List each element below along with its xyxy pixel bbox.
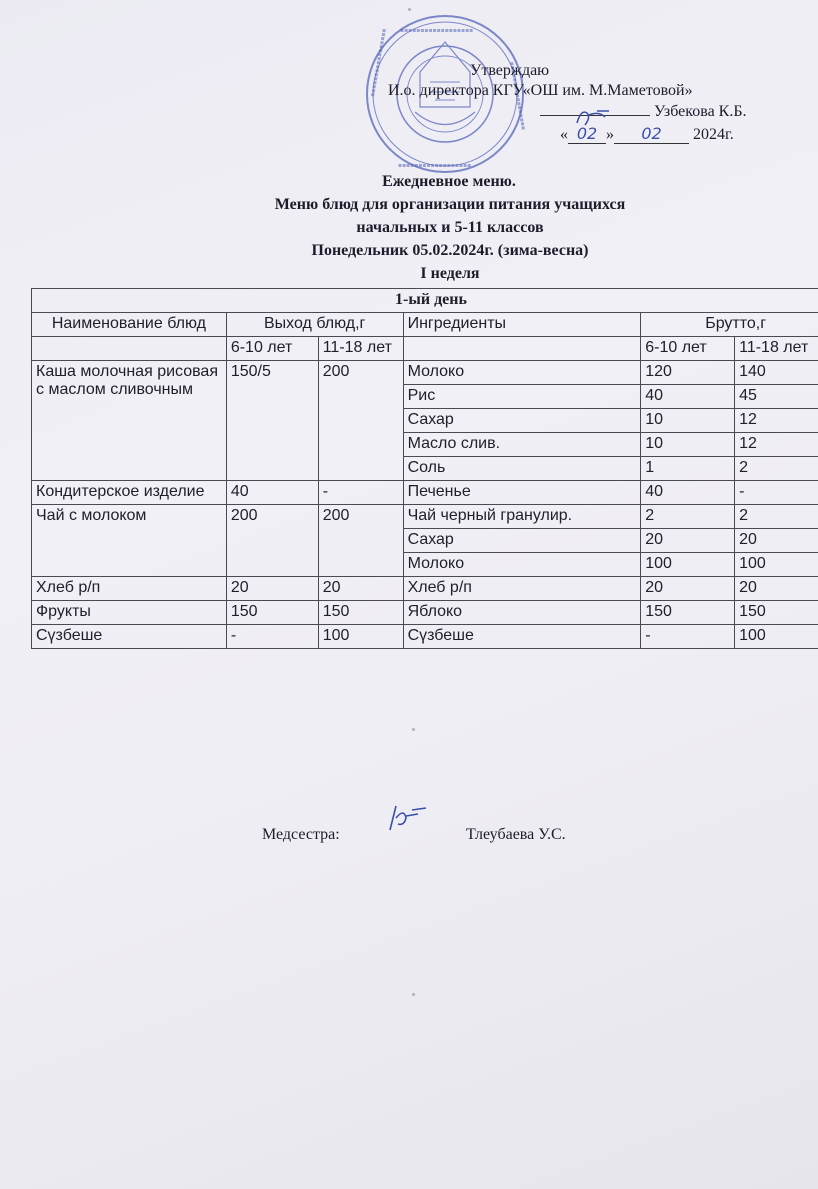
day-header-row [32,289,818,313]
ingredient-name: Рис [403,385,641,409]
ingredient-name: Молоко [403,361,641,385]
table-row [32,601,818,625]
gross-6-10: 100 [641,553,735,577]
dish-yield: 100 [318,625,403,649]
gross-6-10: 20 [641,529,735,553]
gross-11-18: 12 [735,433,818,457]
gross-11-18: 100 [735,625,818,649]
title-date: Понедельник 05.02.2024г. (зима-весна) [311,242,589,259]
dish-yield: - [226,625,318,649]
dish-name: Чай с молоком [32,505,227,577]
gross-6-10: 40 [641,481,735,505]
day-label: 1-ый день [32,289,818,313]
dish-name: Сүзбеше [32,625,227,649]
dish-name: Каша молочная рисовая с маслом сливочным [32,361,227,481]
gross-11-18: 45 [735,385,818,409]
nurse-name: Тлеубаева У.С. [466,826,566,843]
column-header-row [32,313,818,337]
dish-name: Фрукты [32,601,227,625]
approval-position: И.о. директора КГУ«ОШ им. М.Маметовой» [388,82,693,99]
gross-6-10: 150 [641,601,735,625]
gross-11-18: - [735,481,818,505]
header-gross: Брутто,г [641,313,818,337]
gross-11-18: 2 [735,505,818,529]
paper-speck [412,993,415,996]
nurse-role-label: Медсестра: [262,826,340,843]
date-year: 2024г. [693,126,734,143]
subheader-yield-11-18: 11-18 лет [318,337,403,361]
gross-6-10: 2 [641,505,735,529]
dish-yield: 150 [226,601,318,625]
header-yield: Выход блюд,г [226,313,403,337]
table-row [32,577,818,601]
subheader-gross-11-18: 11-18 лет [735,337,818,361]
gross-6-10: 10 [641,409,735,433]
ingredient-name: Соль [403,457,641,481]
dish-name: Кондитерское изделие [32,481,227,505]
subheader-yield-6-10: 6-10 лет [226,337,318,361]
ingredient-name: Сүзбеше [403,625,641,649]
ingredient-name: Чай черный гранулир. [403,505,641,529]
gross-6-10: 40 [641,385,735,409]
dish-yield: 20 [226,577,318,601]
gross-6-10: 1 [641,457,735,481]
dish-yield: 150/5 [226,361,318,481]
subheader-row [32,337,818,361]
ingredient-name: Хлеб р/п [403,577,641,601]
gross-11-18: 150 [735,601,818,625]
title-classes: начальных и 5-11 классов [356,219,544,236]
svg-text:▪▪▪▪▪▪▪▪▪▪▪▪▪▪▪▪▪▪: ▪▪▪▪▪▪▪▪▪▪▪▪▪▪▪▪▪▪ [400,27,474,34]
approval-signer-name: Узбекова К.Б. [654,103,747,120]
header-ingredients: Ингредиенты [403,313,641,337]
header-dish-name: Наименование блюд [32,313,227,337]
table-row [32,505,818,529]
gross-11-18: 12 [735,409,818,433]
ingredient-name: Масло слив. [403,433,641,457]
dish-yield: - [318,481,403,505]
signature-line [540,115,650,116]
gross-6-10: 10 [641,433,735,457]
nurse-signature-mark [378,800,434,836]
approval-heading: Утверждаю [470,62,550,79]
dish-yield: 40 [226,481,318,505]
table-row [32,481,818,505]
gross-6-10: 120 [641,361,735,385]
date-month: 02 [614,124,689,144]
title-week: I неделя [420,265,480,282]
dish-yield: 200 [318,505,403,577]
gross-11-18: 140 [735,361,818,385]
table-row [32,625,818,649]
gross-11-18: 2 [735,457,818,481]
ingredient-name: Сахар [403,409,641,433]
svg-text:▪▪▪▪▪▪▪▪▪▪▪▪▪▪▪▪▪: ▪▪▪▪▪▪▪▪▪▪▪▪▪▪▪▪▪ [508,61,527,131]
dish-name: Хлеб р/п [32,577,227,601]
gross-6-10: - [641,625,735,649]
dish-yield: 200 [318,361,403,481]
gross-11-18: 20 [735,577,818,601]
title-menu-description: Меню блюд для организации питания учащихся [274,196,626,213]
dish-yield: 200 [226,505,318,577]
approval-date: « 02 » 02 2024г. [560,124,734,143]
paper-speck [412,728,415,731]
svg-text:▪▪▪▪▪▪▪▪▪▪▪▪▪▪▪▪▪▪: ▪▪▪▪▪▪▪▪▪▪▪▪▪▪▪▪▪▪ [398,162,472,169]
paper-speck [408,8,411,11]
menu-titles [0,170,818,285]
date-day: 02 [568,124,606,144]
title-daily-menu: Ежедневное меню. [382,173,516,190]
gross-6-10: 20 [641,577,735,601]
ingredient-name: Яблоко [403,601,641,625]
gross-11-18: 100 [735,553,818,577]
svg-text:▪▪▪▪▪▪▪▪▪▪▪▪▪▪▪▪▪: ▪▪▪▪▪▪▪▪▪▪▪▪▪▪▪▪▪ [369,28,388,98]
subheader-gross-6-10: 6-10 лет [641,337,735,361]
ingredient-name: Печенье [403,481,641,505]
dish-yield: 150 [318,601,403,625]
ingredient-name: Молоко [403,553,641,577]
table-row [32,361,818,385]
menu-table [31,288,818,649]
gross-11-18: 20 [735,529,818,553]
ingredient-name: Сахар [403,529,641,553]
dish-yield: 20 [318,577,403,601]
approval-signer-line [540,103,747,121]
